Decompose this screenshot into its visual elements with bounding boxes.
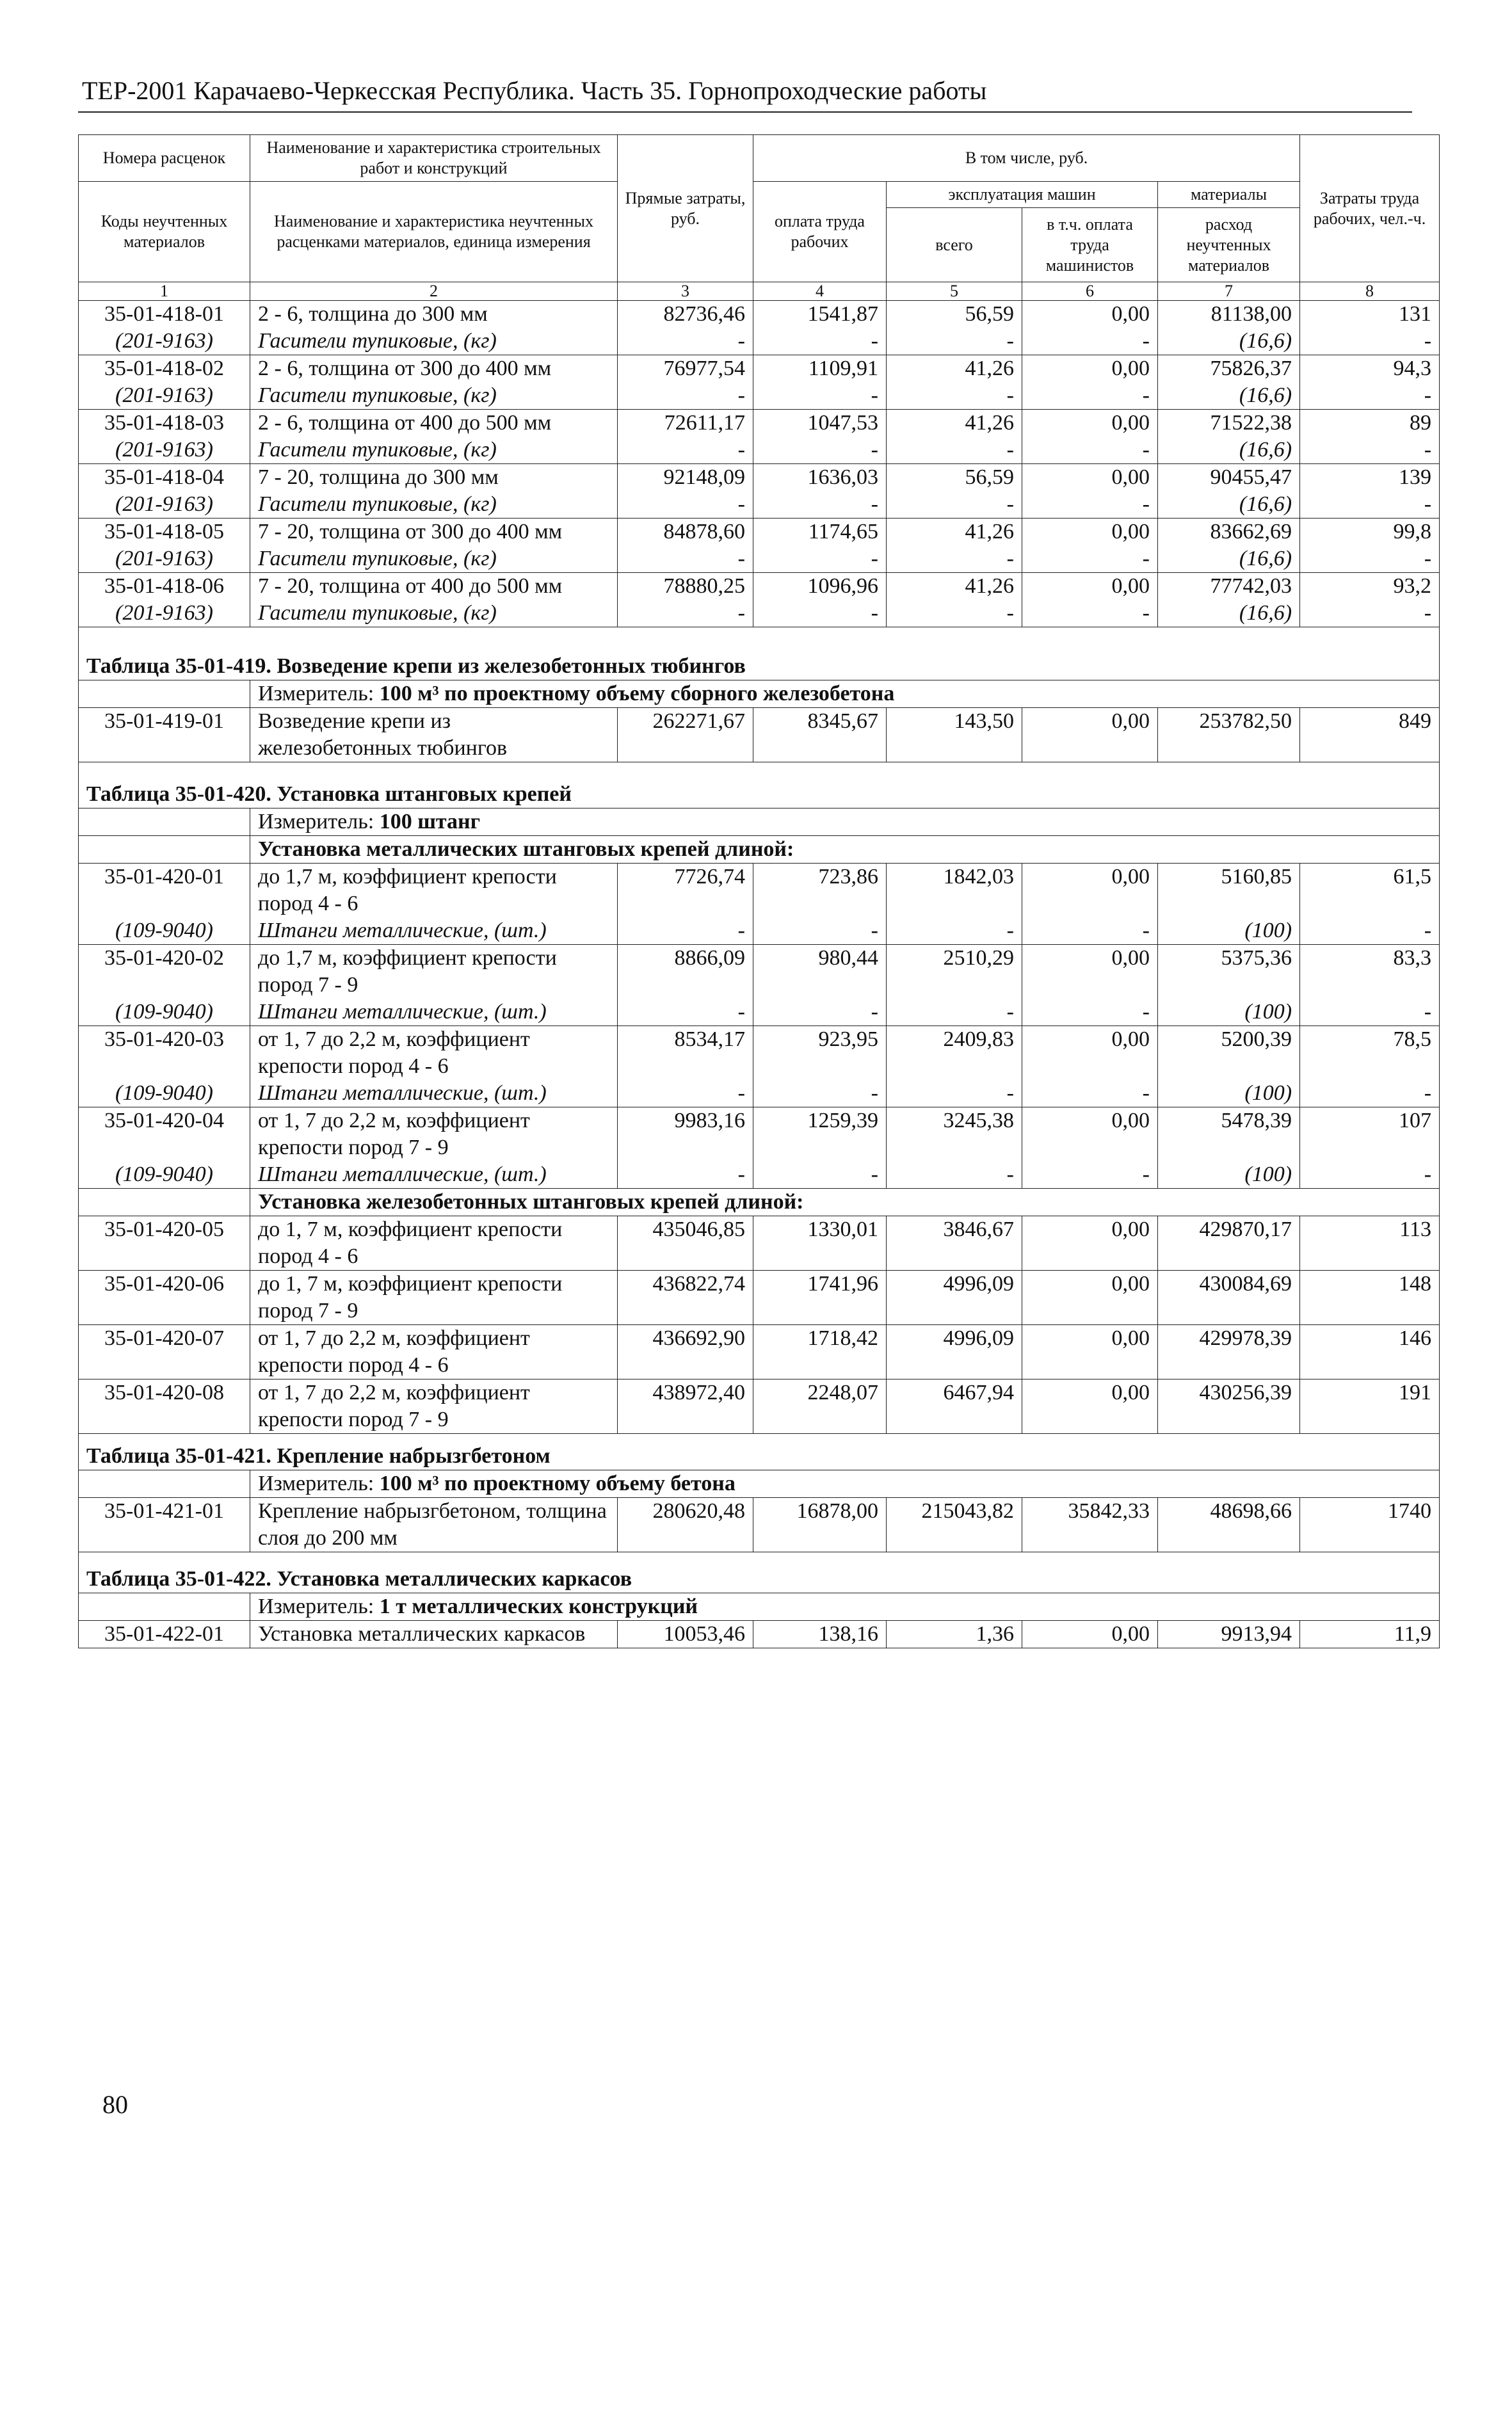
work-name: до 1,7 м, коэффициент крепости пород 7 - 9: [250, 945, 618, 999]
price-code: 35-01-418-05: [79, 519, 250, 546]
column-index: 4: [753, 282, 887, 301]
meter-value: 1 т металлических конструкций: [379, 1595, 698, 1618]
header-labor-costs: Затраты труда рабочих, чел.-ч.: [1300, 135, 1440, 282]
meter-value: 100 м³ по проектному объему бетона: [379, 1471, 736, 1495]
header-rule: [78, 111, 1412, 113]
material-code: (201-9163): [79, 437, 250, 464]
material-name: Гасители тупиковые, (кг): [250, 600, 618, 627]
dash: -: [618, 600, 753, 627]
machinists-wage: 0,00: [1022, 464, 1158, 492]
dash: -: [887, 382, 1022, 410]
material-row: [79, 382, 1440, 410]
dash: -: [753, 437, 887, 464]
work-name: Установка металлических каркасов: [250, 1621, 618, 1648]
machines-total: 1842,03: [887, 864, 1022, 918]
dash: -: [753, 1080, 887, 1107]
material-code: (201-9163): [79, 328, 250, 355]
machinists-wage: 0,00: [1022, 707, 1158, 762]
machinists-wage: 0,00: [1022, 1271, 1158, 1325]
price-code: 35-01-418-04: [79, 464, 250, 492]
material-quantity: (16,6): [1158, 382, 1300, 410]
table-row: [79, 1107, 1440, 1162]
dash: -: [1022, 917, 1158, 945]
material-quantity: (16,6): [1158, 437, 1300, 464]
header-material-codes: Коды неучтенных материалов: [79, 182, 250, 282]
wages: 1718,42: [753, 1325, 887, 1379]
table-row: [79, 519, 1440, 546]
meter-label: [250, 808, 1440, 836]
wages: 1330,01: [753, 1216, 887, 1271]
direct-costs: 8866,09: [618, 945, 753, 999]
materials: 90455,47: [1158, 464, 1300, 492]
page-number: 80: [102, 2090, 128, 2119]
wages: 1174,65: [753, 519, 887, 546]
dash: -: [753, 545, 887, 573]
direct-costs: 92148,09: [618, 464, 753, 492]
header-materials: материалы: [1158, 182, 1300, 208]
material-name: Штанги металлические, (шт.): [250, 1161, 618, 1189]
price-code: 35-01-418-03: [79, 410, 250, 437]
work-name: до 1, 7 м, коэффициент крепости пород 7 - 9: [250, 1271, 618, 1325]
direct-costs: 435046,85: [618, 1216, 753, 1271]
meter-label: [250, 1593, 1440, 1621]
labor-costs: 99,8: [1300, 519, 1440, 546]
column-index: 2: [250, 282, 618, 301]
table-row: [79, 1379, 1440, 1434]
work-name: от 1, 7 до 2,2 м, коэффициент крепости пород 7 - 9: [250, 1107, 618, 1162]
dash: -: [1300, 917, 1440, 945]
machines-total: 2409,83: [887, 1026, 1022, 1081]
materials: 75826,37: [1158, 355, 1300, 383]
labor-costs: 191: [1300, 1379, 1440, 1434]
machines-total: 4996,09: [887, 1271, 1022, 1325]
direct-costs: 76977,54: [618, 355, 753, 383]
materials: 83662,69: [1158, 519, 1300, 546]
price-code: 35-01-420-05: [79, 1216, 250, 1271]
materials: 429978,39: [1158, 1325, 1300, 1379]
dash: -: [618, 437, 753, 464]
price-code: 35-01-420-08: [79, 1379, 250, 1434]
work-name: Возведение крепи из железобетонных тюбингов: [250, 707, 618, 762]
direct-costs: 10053,46: [618, 1621, 753, 1648]
material-row: [79, 999, 1440, 1026]
column-index: 3: [618, 282, 753, 301]
meter-prefix: Измеритель:: [258, 1471, 374, 1495]
wages: 1541,87: [753, 301, 887, 328]
price-code: 35-01-420-07: [79, 1325, 250, 1379]
material-row: [79, 600, 1440, 627]
materials: 5160,85: [1158, 864, 1300, 918]
dash: -: [887, 545, 1022, 573]
machinists-wage: 0,00: [1022, 301, 1158, 328]
meter-prefix: Измеритель:: [258, 810, 374, 833]
labor-costs: 94,3: [1300, 355, 1440, 383]
material-quantity: (16,6): [1158, 328, 1300, 355]
price-code: 35-01-418-01: [79, 301, 250, 328]
header-materials-unaccounted: расход неучтенных материалов: [1158, 208, 1300, 282]
machines-total: 2510,29: [887, 945, 1022, 999]
material-name: Гасители тупиковые, (кг): [250, 382, 618, 410]
dash: -: [1022, 600, 1158, 627]
running-header: ТЕР-2001 Карачаево-Черкесская Республика. Часть 35. Горнопроходческие работы: [82, 76, 987, 105]
table-row: [79, 945, 1440, 999]
machinists-wage: 0,00: [1022, 1216, 1158, 1271]
meter-label: [250, 680, 1440, 707]
materials: 9913,94: [1158, 1621, 1300, 1648]
dash: -: [753, 600, 887, 627]
dash: -: [1022, 382, 1158, 410]
dash: -: [1022, 1161, 1158, 1189]
header-machines-total: всего: [887, 208, 1022, 282]
header-direct-costs: Прямые затраты, руб.: [618, 135, 753, 282]
table-title-row: [79, 1566, 1440, 1593]
price-code: 35-01-419-01: [79, 707, 250, 762]
labor-costs: 89: [1300, 410, 1440, 437]
materials: 5375,36: [1158, 945, 1300, 999]
labor-costs: 61,5: [1300, 864, 1440, 918]
material-name: Гасители тупиковые, (кг): [250, 491, 618, 519]
column-index: 8: [1300, 282, 1440, 301]
materials: 429870,17: [1158, 1216, 1300, 1271]
work-name: до 1,7 м, коэффициент крепости пород 4 - 6: [250, 864, 618, 918]
wages: 980,44: [753, 945, 887, 999]
dash: -: [887, 1080, 1022, 1107]
machines-total: 41,26: [887, 355, 1022, 383]
materials: 81138,00: [1158, 301, 1300, 328]
table-title: Таблица 35-01-421. Крепление набрызгбетоном: [79, 1443, 1440, 1470]
dash: -: [618, 328, 753, 355]
labor-costs: 131: [1300, 301, 1440, 328]
machines-total: 215043,82: [887, 1497, 1022, 1552]
material-name: Штанги металлические, (шт.): [250, 1080, 618, 1107]
materials: 430256,39: [1158, 1379, 1300, 1434]
material-code: (109-9040): [79, 1161, 250, 1189]
wages: 1636,03: [753, 464, 887, 492]
work-name: 7 - 20, толщина от 300 до 400 мм: [250, 519, 618, 546]
dash: -: [753, 917, 887, 945]
table-row: [79, 410, 1440, 437]
labor-costs: 78,5: [1300, 1026, 1440, 1081]
table-title-row: [79, 653, 1440, 680]
table-row: [79, 864, 1440, 918]
machinists-wage: 0,00: [1022, 864, 1158, 918]
table-row: [79, 355, 1440, 383]
material-name: Гасители тупиковые, (кг): [250, 545, 618, 573]
table-title-row: [79, 781, 1440, 808]
material-quantity: (100): [1158, 917, 1300, 945]
dash: -: [618, 917, 753, 945]
machines-total: 41,26: [887, 573, 1022, 600]
meter-row: [79, 1470, 1440, 1497]
subheading-row: [79, 836, 1440, 864]
machines-total: 3846,67: [887, 1216, 1022, 1271]
dash: -: [1300, 1161, 1440, 1189]
machinists-wage: 0,00: [1022, 1026, 1158, 1081]
machinists-wage: 0,00: [1022, 573, 1158, 600]
price-code: 35-01-420-06: [79, 1271, 250, 1325]
material-quantity: (16,6): [1158, 545, 1300, 573]
dash: -: [1022, 437, 1158, 464]
direct-costs: 82736,46: [618, 301, 753, 328]
materials: 5478,39: [1158, 1107, 1300, 1162]
dash: -: [1300, 999, 1440, 1026]
table-title-row: [79, 1443, 1440, 1470]
dash: -: [887, 917, 1022, 945]
material-name: Гасители тупиковые, (кг): [250, 437, 618, 464]
material-quantity: (16,6): [1158, 491, 1300, 519]
material-row: [79, 437, 1440, 464]
column-index-row: [79, 282, 1440, 301]
dash: -: [618, 999, 753, 1026]
dash: -: [1300, 545, 1440, 573]
header-wages: оплата труда рабочих: [753, 182, 887, 282]
dash: -: [887, 600, 1022, 627]
dash: -: [753, 382, 887, 410]
dash: -: [1300, 437, 1440, 464]
labor-costs: 93,2: [1300, 573, 1440, 600]
price-code: 35-01-420-04: [79, 1107, 250, 1162]
dash: -: [618, 491, 753, 519]
wages: 138,16: [753, 1621, 887, 1648]
table-row: [79, 1026, 1440, 1081]
labor-costs: 139: [1300, 464, 1440, 492]
meter-row: [79, 808, 1440, 836]
labor-costs: 146: [1300, 1325, 1440, 1379]
material-name: Гасители тупиковые, (кг): [250, 328, 618, 355]
table-row: [79, 1497, 1440, 1552]
wages: 1741,96: [753, 1271, 887, 1325]
wages: 8345,67: [753, 707, 887, 762]
work-name: 7 - 20, толщина от 400 до 500 мм: [250, 573, 618, 600]
material-quantity: (100): [1158, 1161, 1300, 1189]
wages: 1259,39: [753, 1107, 887, 1162]
table-title: Таблица 35-01-422. Установка металлических каркасов: [79, 1566, 1440, 1593]
dash: -: [1300, 600, 1440, 627]
dash: -: [887, 328, 1022, 355]
dash: -: [618, 382, 753, 410]
direct-costs: 84878,60: [618, 519, 753, 546]
header-material-name: Наименование и характеристика неучтенных расценками материалов, единица измерения: [250, 182, 618, 282]
labor-costs: 107: [1300, 1107, 1440, 1162]
material-code: (201-9163): [79, 382, 250, 410]
price-code: 35-01-421-01: [79, 1497, 250, 1552]
dash: -: [887, 1161, 1022, 1189]
materials: 253782,50: [1158, 707, 1300, 762]
material-row: [79, 328, 1440, 355]
material-quantity: (100): [1158, 1080, 1300, 1107]
material-code: (201-9163): [79, 491, 250, 519]
header-work-name: Наименование и характеристика строительных работ и конструкций: [250, 135, 618, 182]
material-row: [79, 917, 1440, 945]
dash: -: [1022, 328, 1158, 355]
machines-total: 41,26: [887, 519, 1022, 546]
table-row: [79, 301, 1440, 328]
price-code: 35-01-420-01: [79, 864, 250, 918]
subheading: Установка металлических штанговых крепей длиной:: [250, 836, 1440, 864]
wages: 1109,91: [753, 355, 887, 383]
machines-total: 3245,38: [887, 1107, 1022, 1162]
price-code: 35-01-422-01: [79, 1621, 250, 1648]
work-name: 2 - 6, толщина от 400 до 500 мм: [250, 410, 618, 437]
materials: 430084,69: [1158, 1271, 1300, 1325]
dash: -: [1022, 1080, 1158, 1107]
labor-costs: 148: [1300, 1271, 1440, 1325]
direct-costs: 438972,40: [618, 1379, 753, 1434]
price-code: 35-01-418-06: [79, 573, 250, 600]
dash: -: [887, 437, 1022, 464]
header-price-numbers: Номера расценок: [79, 135, 250, 182]
dash: -: [618, 1161, 753, 1189]
machinists-wage: 0,00: [1022, 1621, 1158, 1648]
machinists-wage: 0,00: [1022, 945, 1158, 999]
header-including: В том числе, руб.: [753, 135, 1300, 182]
table-row: [79, 573, 1440, 600]
material-name: Штанги металлические, (шт.): [250, 917, 618, 945]
machines-total: 143,50: [887, 707, 1022, 762]
table-header: [79, 135, 1440, 301]
table-row: [79, 707, 1440, 762]
machinists-wage: 0,00: [1022, 1325, 1158, 1379]
price-table: [78, 134, 1440, 1648]
machines-total: 6467,94: [887, 1379, 1022, 1434]
work-name: от 1, 7 до 2,2 м, коэффициент крепости пород 4 - 6: [250, 1026, 618, 1081]
material-code: (109-9040): [79, 1080, 250, 1107]
header-machines: эксплуатация машин: [887, 182, 1158, 208]
wages: 723,86: [753, 864, 887, 918]
machines-total: 56,59: [887, 464, 1022, 492]
labor-costs: 113: [1300, 1216, 1440, 1271]
material-code: (201-9163): [79, 545, 250, 573]
direct-costs: 72611,17: [618, 410, 753, 437]
table-row: [79, 464, 1440, 492]
meter-value: 100 штанг: [379, 810, 481, 833]
machines-total: 56,59: [887, 301, 1022, 328]
table-row: [79, 1621, 1440, 1648]
machines-total: 41,26: [887, 410, 1022, 437]
labor-costs: 849: [1300, 707, 1440, 762]
header-machinists-wage: в т.ч. оплата труда машинистов: [1022, 208, 1158, 282]
materials: 77742,03: [1158, 573, 1300, 600]
materials: 48698,66: [1158, 1497, 1300, 1552]
work-name: 2 - 6, толщина от 300 до 400 мм: [250, 355, 618, 383]
table-row: [79, 1271, 1440, 1325]
table-row: [79, 1216, 1440, 1271]
machinists-wage: 0,00: [1022, 1107, 1158, 1162]
direct-costs: 7726,74: [618, 864, 753, 918]
material-row: [79, 1080, 1440, 1107]
machinists-wage: 0,00: [1022, 519, 1158, 546]
price-code: 35-01-420-03: [79, 1026, 250, 1081]
meter-label: [250, 1470, 1440, 1497]
material-name: Штанги металлические, (шт.): [250, 999, 618, 1026]
dash: -: [618, 545, 753, 573]
price-code: 35-01-420-02: [79, 945, 250, 999]
table-title: Таблица 35-01-420. Установка штанговых крепей: [79, 781, 1440, 808]
machinists-wage: 35842,33: [1022, 1497, 1158, 1552]
dash: -: [1300, 328, 1440, 355]
machinists-wage: 0,00: [1022, 410, 1158, 437]
dash: -: [1300, 382, 1440, 410]
material-quantity: (100): [1158, 999, 1300, 1026]
work-name: от 1, 7 до 2,2 м, коэффициент крепости пород 4 - 6: [250, 1325, 618, 1379]
material-row: [79, 491, 1440, 519]
meter-value: 100 м³ по проектному объему сборного железобетона: [379, 681, 895, 705]
price-code: 35-01-418-02: [79, 355, 250, 383]
column-index: 7: [1158, 282, 1300, 301]
direct-costs: 262271,67: [618, 707, 753, 762]
price-table-frame: [78, 134, 1439, 2421]
dash: -: [887, 999, 1022, 1026]
meter-row: [79, 1593, 1440, 1621]
work-name: Крепление набрызгбетоном, толщина слоя до 200 мм: [250, 1497, 618, 1552]
dash: -: [753, 491, 887, 519]
machinists-wage: 0,00: [1022, 1379, 1158, 1434]
machines-total: 1,36: [887, 1621, 1022, 1648]
labor-costs: 83,3: [1300, 945, 1440, 999]
dash: -: [1300, 1080, 1440, 1107]
dash: -: [887, 491, 1022, 519]
work-name: 2 - 6, толщина до 300 мм: [250, 301, 618, 328]
table-row: [79, 1325, 1440, 1379]
material-quantity: (16,6): [1158, 600, 1300, 627]
labor-costs: 11,9: [1300, 1621, 1440, 1648]
labor-costs: 1740: [1300, 1497, 1440, 1552]
meter-row: [79, 680, 1440, 707]
meter-prefix: Измеритель:: [258, 681, 374, 705]
column-index: 6: [1022, 282, 1158, 301]
dash: -: [1300, 491, 1440, 519]
material-row: [79, 545, 1440, 573]
machinists-wage: 0,00: [1022, 355, 1158, 383]
column-index: 1: [79, 282, 250, 301]
material-code: (109-9040): [79, 999, 250, 1026]
direct-costs: 280620,48: [618, 1497, 753, 1552]
wages: 2248,07: [753, 1379, 887, 1434]
dash: -: [618, 1080, 753, 1107]
material-row: [79, 1161, 1440, 1189]
meter-prefix: Измеритель:: [258, 1595, 374, 1618]
materials: 5200,39: [1158, 1026, 1300, 1081]
direct-costs: 436692,90: [618, 1325, 753, 1379]
wages: 1096,96: [753, 573, 887, 600]
dash: -: [753, 999, 887, 1026]
direct-costs: 8534,17: [618, 1026, 753, 1081]
machines-total: 4996,09: [887, 1325, 1022, 1379]
dash: -: [753, 328, 887, 355]
table-title: Таблица 35-01-419. Возведение крепи из железобетонных тюбингов: [79, 653, 1440, 680]
material-code: (109-9040): [79, 917, 250, 945]
wages: 923,95: [753, 1026, 887, 1081]
subheading: Установка железобетонных штанговых крепей длиной:: [250, 1189, 1440, 1216]
dash: -: [753, 1161, 887, 1189]
wages: 1047,53: [753, 410, 887, 437]
subheading-row: [79, 1189, 1440, 1216]
dash: -: [1022, 491, 1158, 519]
wages: 16878,00: [753, 1497, 887, 1552]
dash: -: [1022, 999, 1158, 1026]
work-name: 7 - 20, толщина до 300 мм: [250, 464, 618, 492]
direct-costs: 78880,25: [618, 573, 753, 600]
direct-costs: 436822,74: [618, 1271, 753, 1325]
column-index: 5: [887, 282, 1022, 301]
work-name: до 1, 7 м, коэффициент крепости пород 4 - 6: [250, 1216, 618, 1271]
materials: 71522,38: [1158, 410, 1300, 437]
material-code: (201-9163): [79, 600, 250, 627]
work-name: от 1, 7 до 2,2 м, коэффициент крепости пород 7 - 9: [250, 1379, 618, 1434]
dash: -: [1022, 545, 1158, 573]
direct-costs: 9983,16: [618, 1107, 753, 1162]
